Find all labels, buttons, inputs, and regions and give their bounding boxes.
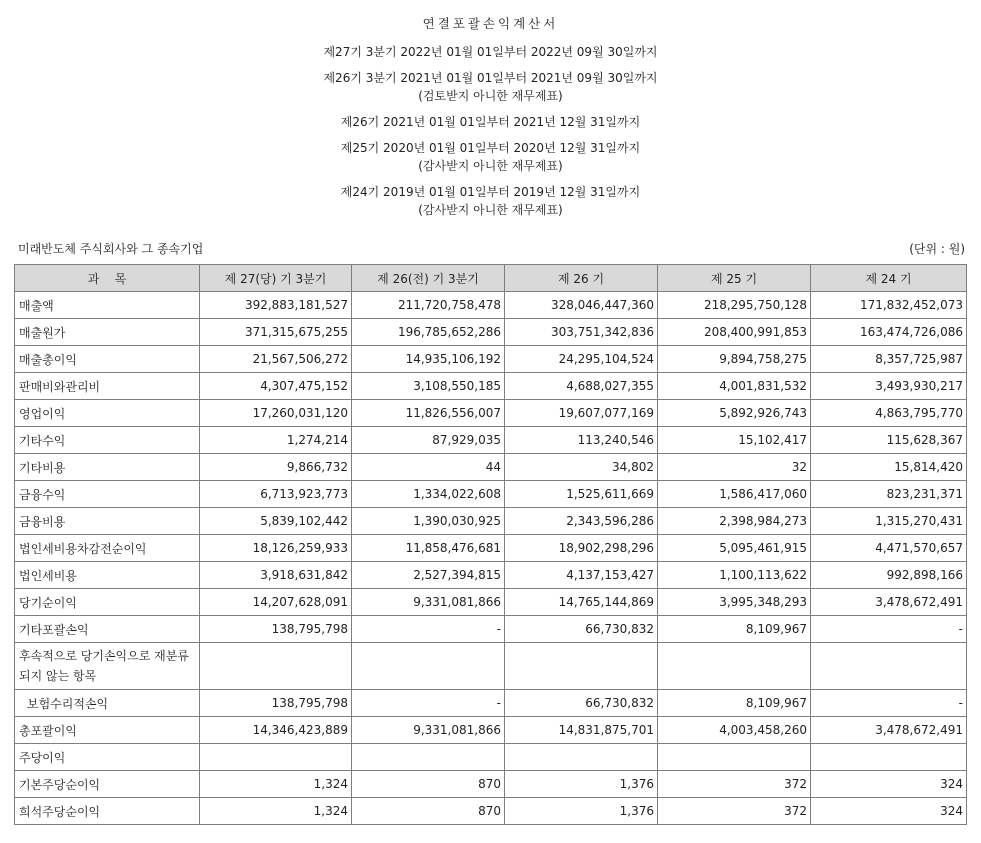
- row-value: 163,474,726,086: [811, 319, 967, 346]
- row-value: 4,003,458,260: [658, 717, 811, 744]
- unit-label: (단위 : 원): [909, 242, 965, 256]
- row-label: 금융비용: [15, 508, 200, 535]
- row-value: -: [811, 690, 967, 717]
- row-value: 15,814,420: [811, 454, 967, 481]
- row-value: [658, 643, 811, 690]
- income-statement-table: [14, 264, 967, 825]
- row-value: 3,918,631,842: [200, 562, 352, 589]
- row-value: 1,334,022,608: [352, 481, 505, 508]
- row-value: 18,126,259,933: [200, 535, 352, 562]
- row-value: 211,720,758,478: [352, 292, 505, 319]
- row-value: 4,001,831,532: [658, 373, 811, 400]
- table-row: [15, 744, 967, 771]
- period-note: (감사받지 아니한 재무제표): [418, 203, 563, 217]
- row-value: 5,095,461,915: [658, 535, 811, 562]
- column-header-period: 제 24 기: [811, 265, 967, 292]
- row-value: 9,331,081,866: [352, 717, 505, 744]
- row-value: 1,376: [505, 798, 658, 825]
- row-value: 115,628,367: [811, 427, 967, 454]
- statement-title: 연결포괄손익계산서: [422, 16, 559, 31]
- row-label: 보험수리적손익: [15, 690, 200, 717]
- row-value: 8,109,967: [658, 690, 811, 717]
- row-value: [505, 643, 658, 690]
- row-value: 218,295,750,128: [658, 292, 811, 319]
- row-value: 196,785,652,286: [352, 319, 505, 346]
- period-list: [0, 43, 981, 219]
- row-value: 328,046,447,360: [505, 292, 658, 319]
- row-value: 17,260,031,120: [200, 400, 352, 427]
- statement-header: [0, 0, 981, 219]
- row-value: 324: [811, 771, 967, 798]
- table-row: [15, 400, 967, 427]
- table-header-row: [15, 265, 967, 292]
- row-value: [811, 744, 967, 771]
- table-row: [15, 717, 967, 744]
- row-label: 영업이익: [15, 400, 200, 427]
- row-value: 1,274,214: [200, 427, 352, 454]
- row-label: 금융수익: [15, 481, 200, 508]
- period-note: (감사받지 아니한 재무제표): [418, 159, 563, 173]
- row-value: 14,207,628,091: [200, 589, 352, 616]
- row-label: 기타포괄손익: [15, 616, 200, 643]
- row-value: 8,357,725,987: [811, 346, 967, 373]
- row-value: [811, 643, 967, 690]
- table-body: [15, 292, 967, 825]
- row-value: 87,929,035: [352, 427, 505, 454]
- table-row: [15, 589, 967, 616]
- row-value: 21,567,506,272: [200, 346, 352, 373]
- row-label: 판매비와관리비: [15, 373, 200, 400]
- row-value: 3,995,348,293: [658, 589, 811, 616]
- row-label: 기타수익: [15, 427, 200, 454]
- table-row: [15, 346, 967, 373]
- row-label: 기본주당순이익: [15, 771, 200, 798]
- table-row: [15, 319, 967, 346]
- column-header-account: 과 목: [15, 265, 200, 292]
- row-value: 14,346,423,889: [200, 717, 352, 744]
- period-block: [0, 183, 981, 219]
- row-value: [200, 744, 352, 771]
- row-value: 372: [658, 771, 811, 798]
- row-value: 24,295,104,524: [505, 346, 658, 373]
- row-label: 매출액: [15, 292, 200, 319]
- period-line: 제25기 2020년 01월 01일부터 2020년 12월 31일까지: [340, 141, 641, 155]
- column-header-period: 제 26 기: [505, 265, 658, 292]
- row-label: 기타비용: [15, 454, 200, 481]
- row-value: 9,866,732: [200, 454, 352, 481]
- row-value: 4,863,795,770: [811, 400, 967, 427]
- row-value: 32: [658, 454, 811, 481]
- row-value: 3,478,672,491: [811, 717, 967, 744]
- row-value: -: [352, 690, 505, 717]
- period-line: 제24기 2019년 01월 01일부터 2019년 12월 31일까지: [340, 185, 641, 199]
- table-row: [15, 454, 967, 481]
- row-value: 4,307,475,152: [200, 373, 352, 400]
- row-value: 870: [352, 771, 505, 798]
- row-value: 4,471,570,657: [811, 535, 967, 562]
- period-block: [0, 113, 981, 131]
- row-value: 3,478,672,491: [811, 589, 967, 616]
- row-value: 113,240,546: [505, 427, 658, 454]
- row-label: 후속적으로 당기손익으로 재분류되지 않는 항목: [15, 643, 200, 690]
- period-note: (검토받지 아니한 재무제표): [418, 89, 563, 103]
- row-value: 11,826,556,007: [352, 400, 505, 427]
- row-value: 1,390,030,925: [352, 508, 505, 535]
- row-value: 1,376: [505, 771, 658, 798]
- row-value: 5,892,926,743: [658, 400, 811, 427]
- column-header-period: 제 26(전) 기 3분기: [352, 265, 505, 292]
- row-label: 법인세비용: [15, 562, 200, 589]
- row-label: 당기순이익: [15, 589, 200, 616]
- table-row: [15, 643, 967, 690]
- table-row: [15, 771, 967, 798]
- row-value: [200, 643, 352, 690]
- row-value: 138,795,798: [200, 690, 352, 717]
- row-value: 2,343,596,286: [505, 508, 658, 535]
- row-value: 823,231,371: [811, 481, 967, 508]
- row-value: 4,688,027,355: [505, 373, 658, 400]
- row-value: 19,607,077,169: [505, 400, 658, 427]
- row-value: 208,400,991,853: [658, 319, 811, 346]
- table-row: [15, 535, 967, 562]
- row-value: 9,331,081,866: [352, 589, 505, 616]
- row-value: 1,324: [200, 771, 352, 798]
- row-value: 992,898,166: [811, 562, 967, 589]
- table-row: [15, 292, 967, 319]
- row-label: 매출총이익: [15, 346, 200, 373]
- row-value: 870: [352, 798, 505, 825]
- row-value: -: [352, 616, 505, 643]
- row-value: 138,795,798: [200, 616, 352, 643]
- row-value: 3,493,930,217: [811, 373, 967, 400]
- row-value: 6,713,923,773: [200, 481, 352, 508]
- row-value: [352, 643, 505, 690]
- row-value: 11,858,476,681: [352, 535, 505, 562]
- row-value: 9,894,758,275: [658, 346, 811, 373]
- row-value: 34,802: [505, 454, 658, 481]
- row-value: 372: [658, 798, 811, 825]
- row-label: 법인세비용차감전순이익: [15, 535, 200, 562]
- column-header-period: 제 25 기: [658, 265, 811, 292]
- row-value: 66,730,832: [505, 616, 658, 643]
- row-value: 66,730,832: [505, 690, 658, 717]
- row-value: 14,765,144,869: [505, 589, 658, 616]
- period-line: 제26기 2021년 01월 01일부터 2021년 12월 31일까지: [340, 115, 641, 129]
- period-block: [0, 69, 981, 105]
- period-line: 제26기 3분기 2021년 01월 01일부터 2021년 09월 30일까지: [323, 71, 658, 85]
- row-value: 4,137,153,427: [505, 562, 658, 589]
- table-row: [15, 427, 967, 454]
- statement-meta: [16, 238, 965, 258]
- row-value: 303,751,342,836: [505, 319, 658, 346]
- row-value: 1,525,611,669: [505, 481, 658, 508]
- row-value: 2,398,984,273: [658, 508, 811, 535]
- row-value: 324: [811, 798, 967, 825]
- row-value: 14,831,875,701: [505, 717, 658, 744]
- table-row: [15, 690, 967, 717]
- row-value: [658, 744, 811, 771]
- row-value: 8,109,967: [658, 616, 811, 643]
- row-value: 18,902,298,296: [505, 535, 658, 562]
- row-value: 371,315,675,255: [200, 319, 352, 346]
- row-label: 매출원가: [15, 319, 200, 346]
- table-row: [15, 562, 967, 589]
- table-row: [15, 373, 967, 400]
- row-value: 171,832,452,073: [811, 292, 967, 319]
- row-label: 주당이익: [15, 744, 200, 771]
- row-value: 1,100,113,622: [658, 562, 811, 589]
- row-value: 14,935,106,192: [352, 346, 505, 373]
- table-row: [15, 616, 967, 643]
- period-block: [0, 43, 981, 61]
- row-value: [505, 744, 658, 771]
- row-value: 3,108,550,185: [352, 373, 505, 400]
- period-line: 제27기 3분기 2022년 01월 01일부터 2022년 09월 30일까지: [323, 45, 658, 59]
- row-value: 5,839,102,442: [200, 508, 352, 535]
- table-row: [15, 798, 967, 825]
- period-block: [0, 139, 981, 175]
- row-value: 1,324: [200, 798, 352, 825]
- row-value: -: [811, 616, 967, 643]
- row-value: 2,527,394,815: [352, 562, 505, 589]
- company-name: 미래반도체 주식회사와 그 종속기업: [18, 242, 204, 256]
- row-value: 1,586,417,060: [658, 481, 811, 508]
- table-row: [15, 481, 967, 508]
- row-value: 44: [352, 454, 505, 481]
- row-value: 1,315,270,431: [811, 508, 967, 535]
- row-label: 총포괄이익: [15, 717, 200, 744]
- table-row: [15, 508, 967, 535]
- row-value: 15,102,417: [658, 427, 811, 454]
- row-value: 392,883,181,527: [200, 292, 352, 319]
- row-value: [352, 744, 505, 771]
- column-header-period: 제 27(당) 기 3분기: [200, 265, 352, 292]
- row-label: 희석주당순이익: [15, 798, 200, 825]
